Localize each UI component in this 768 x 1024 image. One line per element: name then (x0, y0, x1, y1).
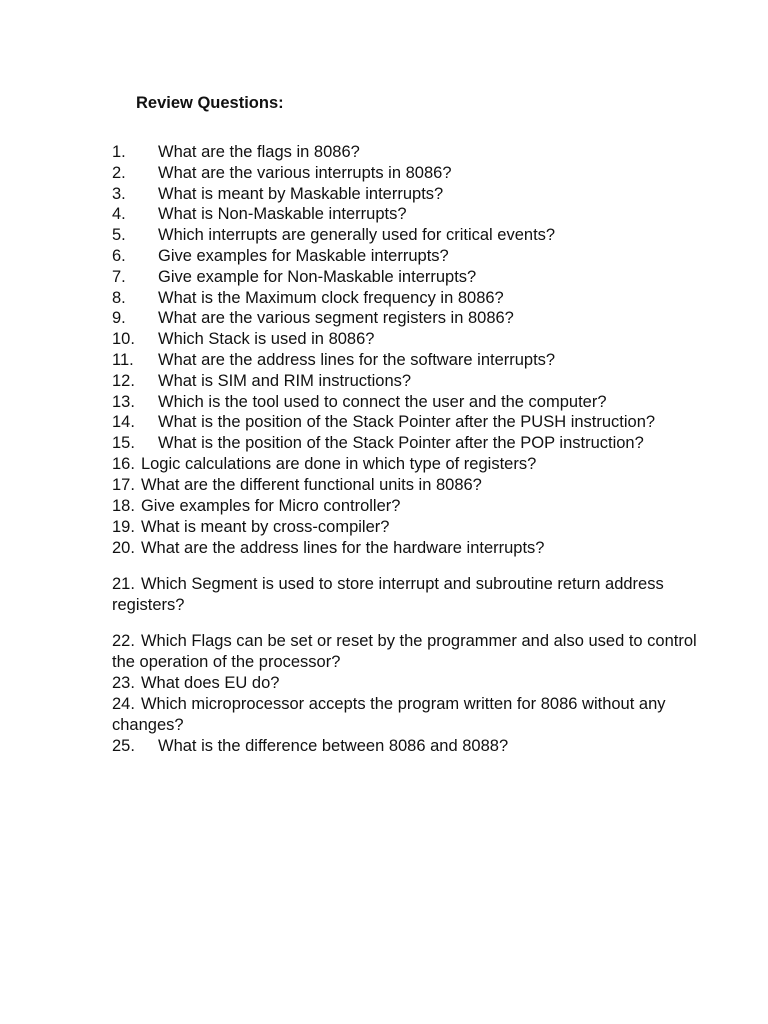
review-questions-heading: Review Questions: (136, 94, 284, 112)
question-number: 20. (112, 539, 135, 557)
question-number: 4. (112, 205, 126, 223)
question-text: What are the flags in 8086? (158, 143, 360, 161)
question-item (112, 392, 607, 413)
question-number: 18. (112, 497, 135, 515)
question-item (112, 574, 712, 616)
question-number: 21. (112, 575, 135, 593)
question-number: 7. (112, 268, 126, 286)
question-text: What are the various segment registers in 8086? (158, 309, 514, 327)
question-item (112, 694, 712, 736)
question-text: What are the address lines for the hardware interrupts? (140, 539, 545, 557)
question-number: 3. (112, 185, 126, 203)
question-text: What is the Maximum clock frequency in 8086? (158, 289, 504, 307)
question-item (112, 454, 536, 475)
question-item (112, 433, 644, 454)
question-text: What is SIM and RIM instructions? (158, 372, 412, 390)
question-number: 25. (112, 737, 135, 755)
question-text: Which Stack is used in 8086? (158, 330, 375, 348)
question-number: 2. (112, 164, 126, 182)
question-text: Give examples for Micro controller? (140, 497, 401, 515)
question-item (112, 184, 443, 205)
question-text: What is meant by cross-compiler? (140, 518, 390, 536)
question-text: Which interrupts are generally used for critical events? (158, 226, 556, 244)
question-item (112, 517, 389, 538)
question-number: 14. (112, 413, 135, 431)
question-item (112, 204, 407, 225)
question-text: What is the position of the Stack Pointer after the PUSH instruction? (158, 413, 656, 431)
question-item (112, 371, 411, 392)
question-number: 22. (112, 632, 135, 650)
question-item (112, 329, 374, 350)
question-item (112, 163, 452, 184)
question-number: 10. (112, 330, 135, 348)
question-item (112, 225, 555, 246)
question-text: What is the position of the Stack Pointer after the POP instruction? (158, 434, 644, 452)
question-number: 6. (112, 247, 126, 265)
question-item (112, 412, 655, 433)
question-number: 15. (112, 434, 135, 452)
question-item (112, 308, 514, 329)
question-number: 11. (112, 351, 134, 369)
question-item (112, 496, 400, 517)
question-text: Give example for Non-Maskable interrupts? (158, 268, 477, 286)
question-number: 5. (112, 226, 126, 244)
question-text: What is meant by Maskable interrupts? (158, 185, 444, 203)
question-text: Which Flags can be set or reset by the programmer and also used to control the operation of the processor? (112, 632, 697, 671)
question-item (112, 288, 504, 309)
question-number: 16. (112, 455, 135, 473)
question-number: 9. (112, 309, 126, 327)
question-text: Which microprocessor accepts the program written for 8086 without any changes? (112, 695, 666, 734)
question-text: Which is the tool used to connect the user and the computer? (158, 393, 607, 411)
question-number: 13. (112, 393, 135, 411)
question-text: What are the address lines for the software interrupts? (158, 351, 556, 369)
question-text: What is Non-Maskable interrupts? (158, 205, 407, 223)
question-number: 8. (112, 289, 126, 307)
question-number: 19. (112, 518, 135, 536)
question-number: 1. (112, 143, 126, 161)
question-item (112, 538, 544, 559)
question-item (112, 631, 712, 673)
question-text: What are the various interrupts in 8086? (158, 164, 452, 182)
question-item (112, 267, 476, 288)
question-text: Which Segment is used to store interrupt and subroutine return address registers? (112, 575, 664, 614)
question-text: What is the difference between 8086 and 8088? (158, 737, 509, 755)
question-number: 24. (112, 695, 135, 713)
question-item (112, 673, 279, 694)
question-text: What are the different functional units in 8086? (140, 476, 482, 494)
question-item (112, 142, 360, 163)
question-text: Logic calculations are done in which type of registers? (140, 455, 537, 473)
question-text: What does EU do? (140, 674, 280, 692)
question-item (112, 736, 508, 757)
question-number: 12. (112, 372, 135, 390)
question-item (112, 246, 449, 267)
question-number: 23. (112, 674, 135, 692)
question-text: Give examples for Maskable interrupts? (158, 247, 449, 265)
question-number: 17. (112, 476, 135, 494)
question-item (112, 475, 482, 496)
question-item (112, 350, 555, 371)
